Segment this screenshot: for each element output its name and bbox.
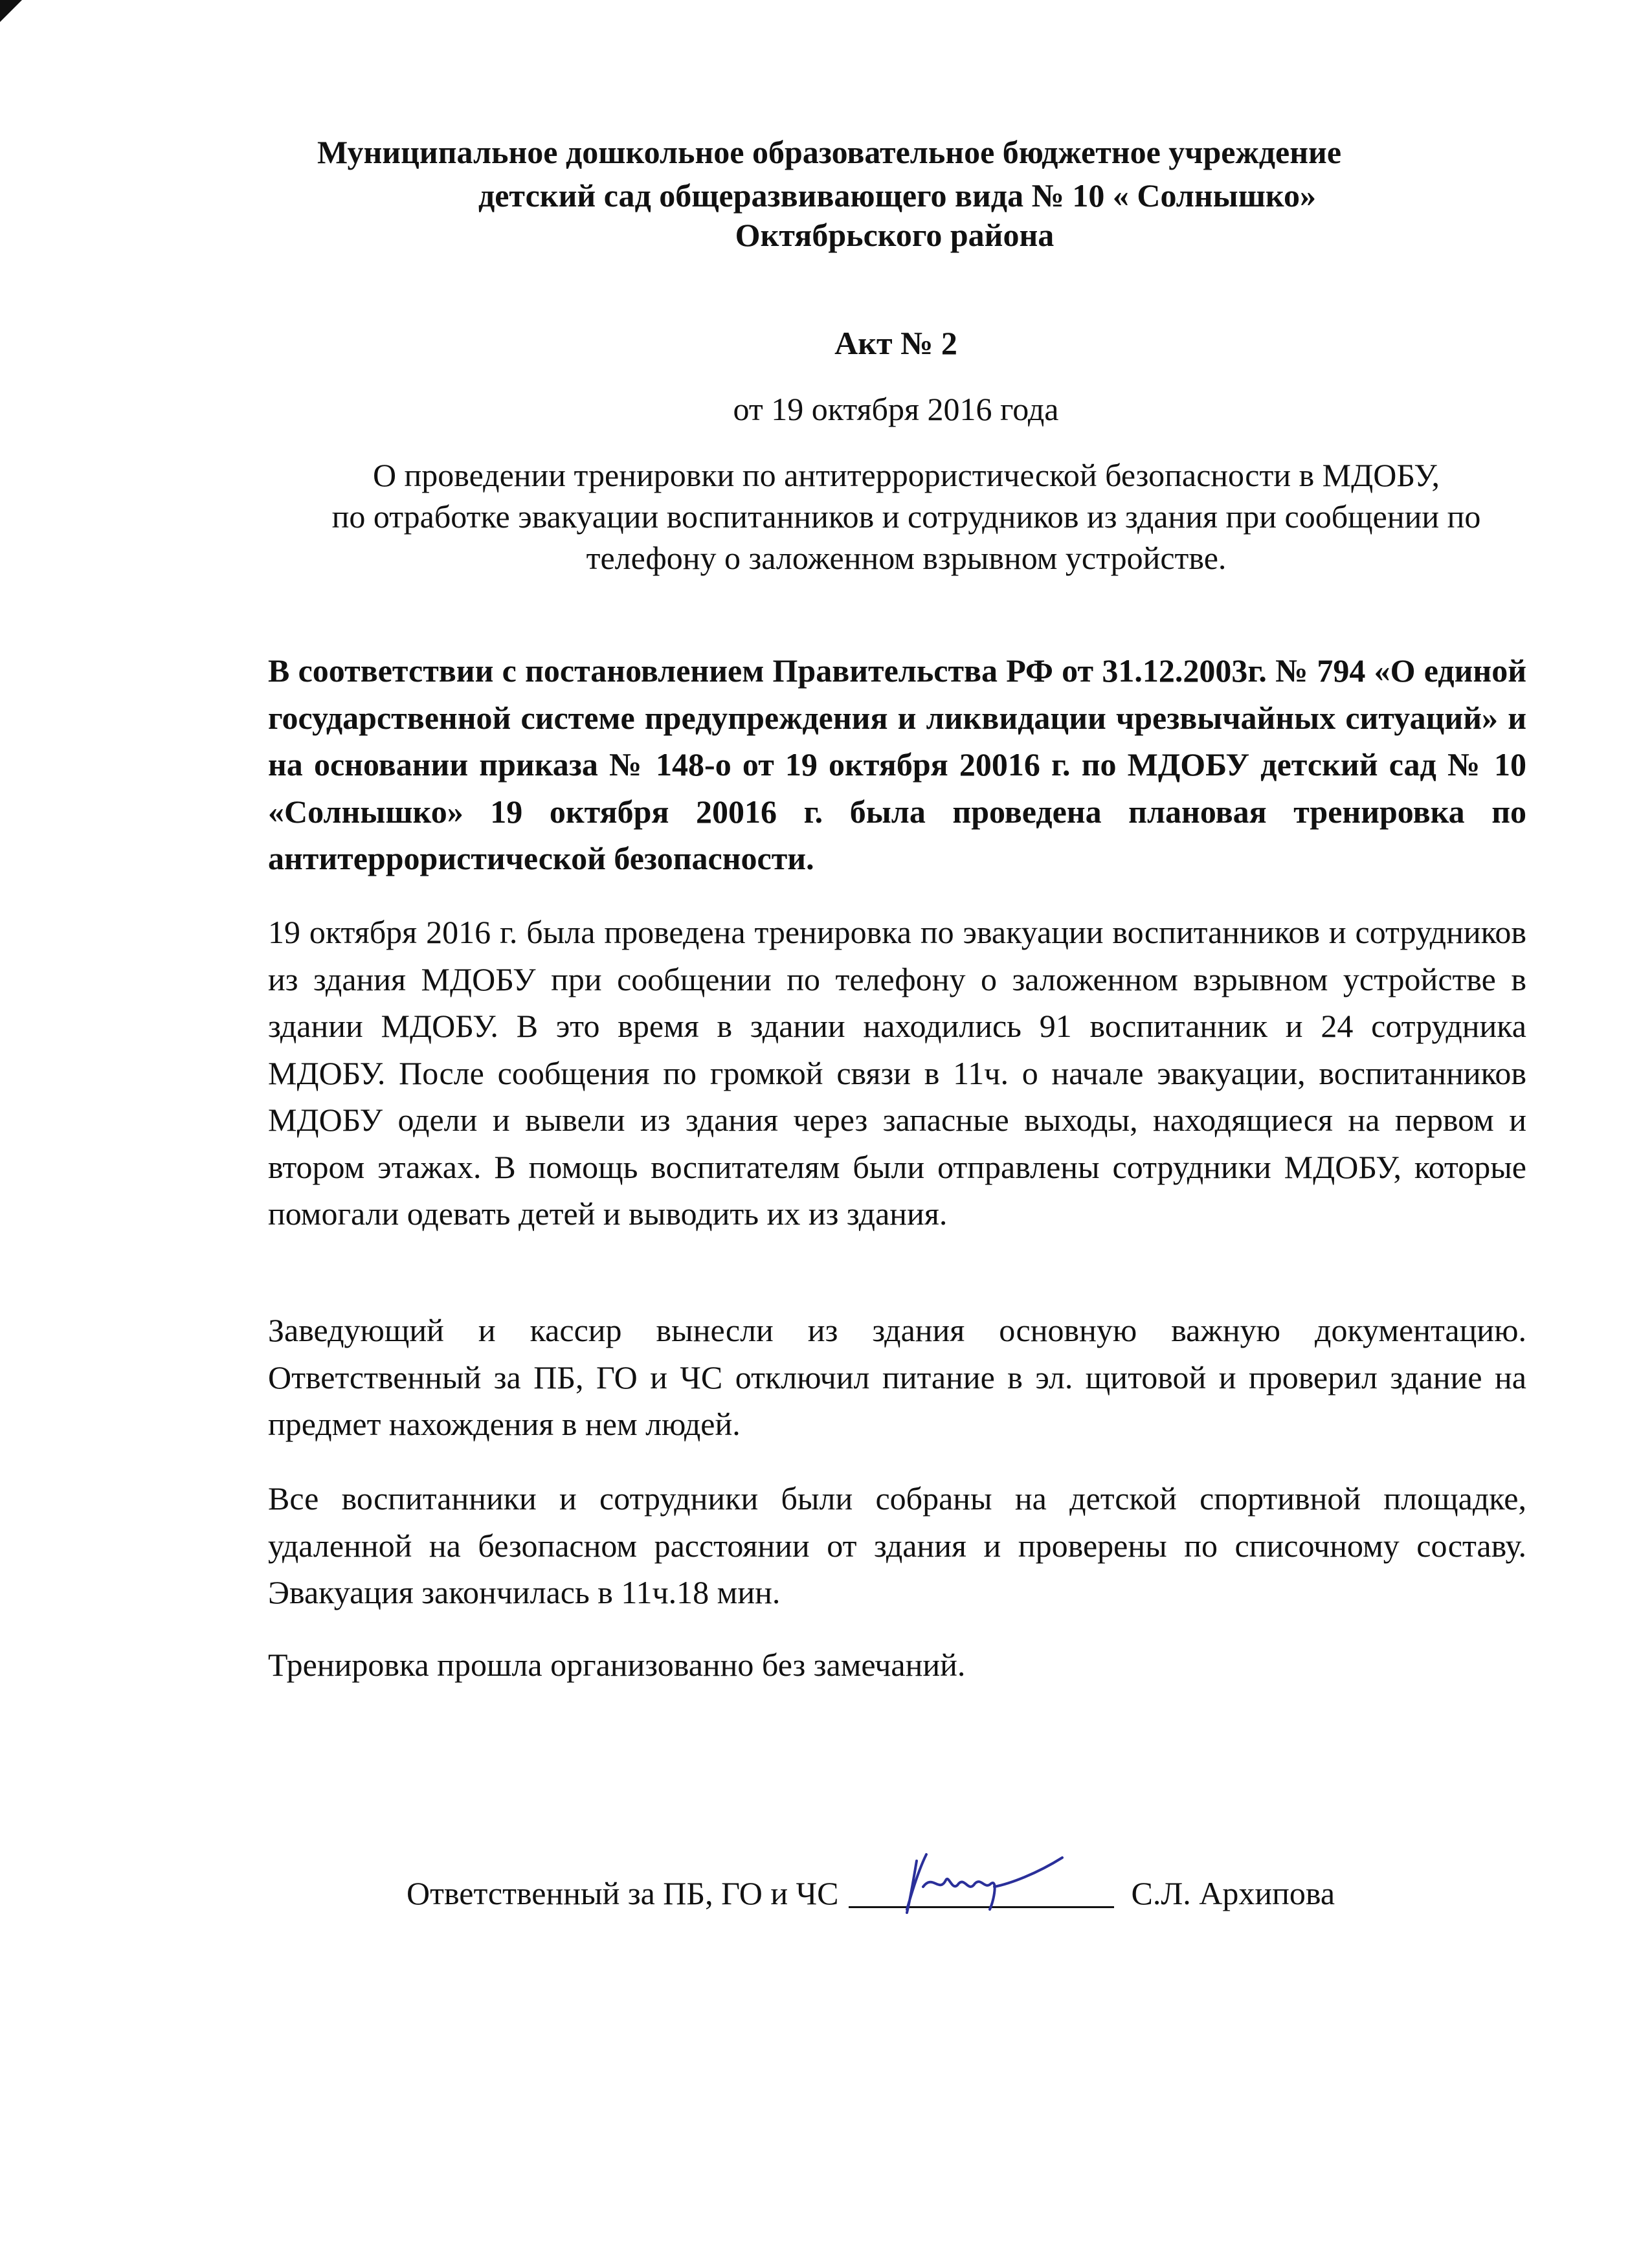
paragraph-conclusion: Тренировка прошла организованно без замечаний. xyxy=(268,1647,966,1683)
signature-block xyxy=(407,1867,1335,1916)
intro-paragraph: В соответствии с постановлением Правительства РФ от 31.12.2003г. № 794 «О единой государственной системе предупреждения и ликвидации чрезвычайных ситуаций» и на основании приказа № 148-о от 19 октября 20016 г. по МДОБУ детский сад № 10 «Солнышко» 19 октября 20016 г. была проведена плановая тренировка по антитеррористической безопасности. xyxy=(268,652,1526,876)
org-name-line1: Муниципальное дошкольное образовательное бюджетное учреждение xyxy=(317,134,1342,170)
act-date: от 19 октября 2016 года xyxy=(733,391,1059,427)
act-subject-line3: телефону о заложенном взрывном устройстве. xyxy=(586,540,1227,576)
org-name-line2: детский сад общеразвивающего вида № 10 « Солнышко» xyxy=(478,177,1317,214)
paragraph-evacuation: 19 октября 2016 г. была проведена тренировка по эвакуации воспитанников и сотрудников из здания МДОБУ при сообщении по телефону о заложенном взрывном устройстве в здании МДОБУ. В это время в здании находились 91 воспитанник и 24 сотрудника МДОБУ. После сообщения по громкой связи в 11ч. о начале эвакуации, воспитанников МДОБУ одели и вывели из здания через запасные выходы, находящиеся на первом и втором этажах. В помощь воспитателям были отправлены сотрудники МДОБУ, которые помогали одевать детей и выводить их из здания. xyxy=(268,914,1526,1232)
paragraph-documents: Заведующий и кассир вынесли из здания основную важную документацию. Ответственный за ПБ, ГО и ЧС отключил питание в эл. щитовой и проверил здание на предмет нахождения в нем людей. xyxy=(268,1312,1526,1442)
org-name-line3: Октябрьского района xyxy=(735,217,1055,253)
paragraph-assembly: Все воспитанники и сотрудники были собраны на детской спортивной площадке, удаленной на безопасном расстоянии от здания и проверены по списочному составу. Эвакуация закончилась в 11ч.18 мин. xyxy=(268,1480,1526,1610)
signature-line xyxy=(849,1867,1114,1908)
scan-corner-mark xyxy=(0,0,22,22)
signatory-name: С.Л. Архипова xyxy=(1131,1875,1335,1911)
handwritten-signature xyxy=(887,1848,1082,1919)
act-title: Акт № 2 xyxy=(834,325,957,361)
act-subject-line2: по отработке эвакуации воспитанников и сотрудников из здания при сообщении по xyxy=(331,498,1481,535)
signature-role: Ответственный за ПБ, ГО и ЧС xyxy=(407,1875,839,1911)
act-subject-line1: О проведении тренировки по антитеррористической безопасности в МДОБУ, xyxy=(372,457,1440,493)
